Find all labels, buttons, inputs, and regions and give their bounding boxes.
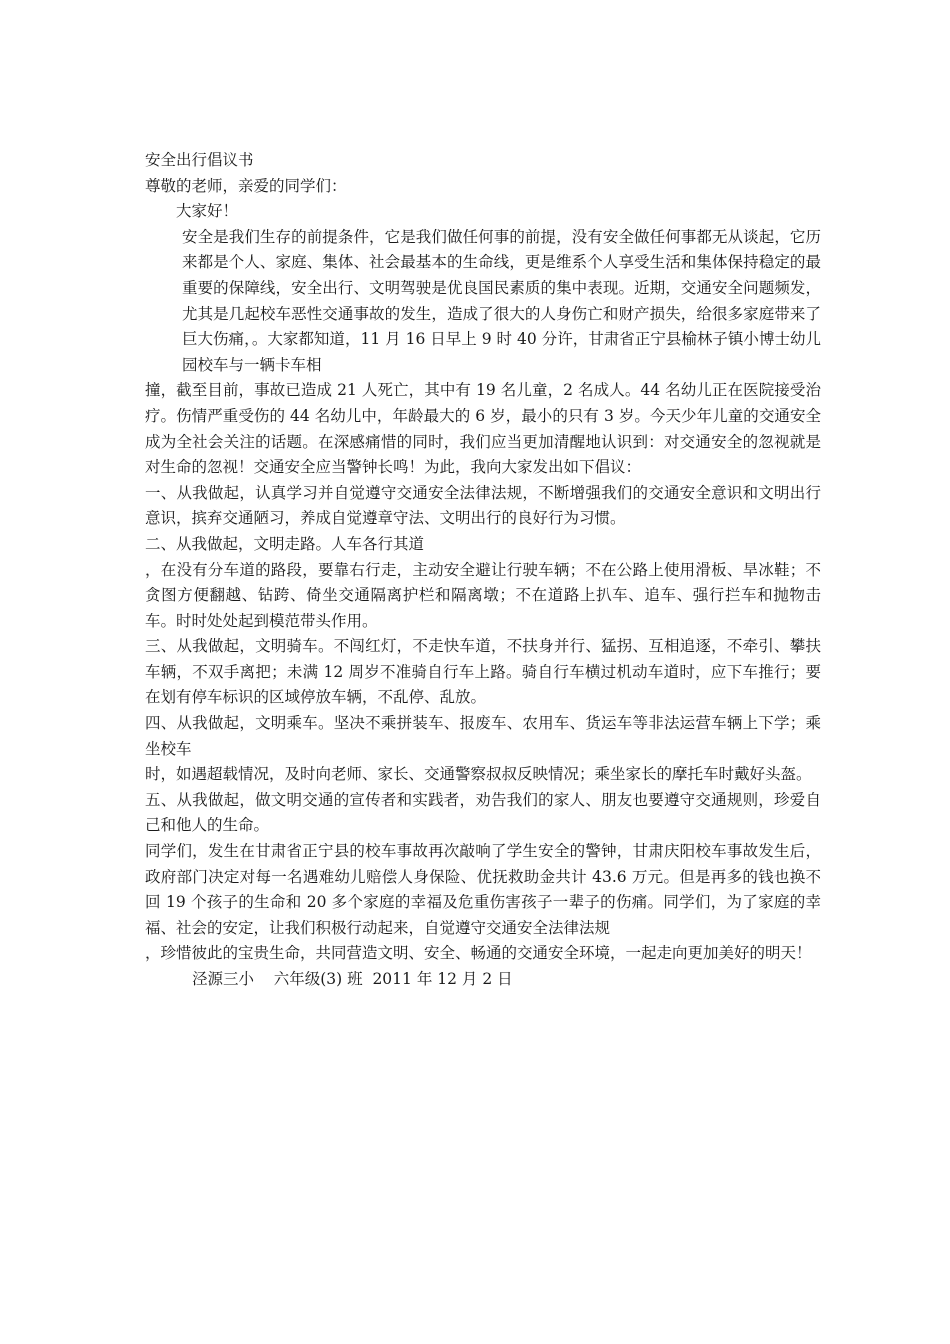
document-body — [145, 148, 821, 993]
paragraph-proposal-4-cont: 时，如遇超载情况，及时向老师、家长、交通警察叔叔反映情况；乘坐家长的摩托车时戴好头盔。 — [145, 765, 812, 784]
paragraph-proposal-2-cont: ，在没有分车道的路段，要靠右行走，主动安全避让行驶车辆；不在公路上使用滑板、旱冰鞋；不贪图方便翻越、钻跨、倚坐交通隔离护栏和隔离墩；不在道路上扒车、追车、强行拦车和抛物击车。时时处处起到模范带头作用。 — [145, 560, 821, 630]
paragraph-closing-cont: ，珍惜彼此的宝贵生命，共同营造文明、安全、畅通的交通安全环境，一起走向更加美好的明天！ — [145, 944, 812, 963]
greeting: 大家好！ — [176, 202, 239, 221]
paragraph-proposal-3: 三、从我做起，文明骑车。不闯红灯，不走快车道，不扶身并行、猛拐、互相追逐，不牵引、攀扶车辆，不双手离把；未满 12 周岁不准骑自行车上路。骑自行车横过机动车道时，应下车推行；要在划有停车标识的区域停放车辆，不乱停、乱放。 — [145, 637, 821, 707]
paragraph-intro: 安全是我们生存的前提条件，它是我们做任何事的前提，没有安全做任何事都无从谈起，它历来都是个人、家庭、集体、社会最基本的生命线，更是维系个人享受生活和集体保持稳定的最重要的保障线，安全出行、文明驾驶是优良国民素质的集中表现。近期，交通安全问题频发，尤其是几起校车恶性交通事故的发生，造成了很大的人身伤亡和财产损失，给很多家庭带来了巨大伤痛，。大家都知道，11 月 16 日早上 9 时 40 分许，甘肃省正宁县榆林子镇小博士幼儿园校车与一辆卡车相 — [182, 227, 821, 374]
document-title: 安全出行倡议书 — [145, 151, 254, 169]
paragraph-accident: 撞，截至目前，事故已造成 21 人死亡，其中有 19 名儿童，2 名成人。44 名幼儿正在医院接受治疗。伤情严重受伤的 44 名幼儿中，年龄最大的 6 岁，最小的只有 3 岁。今天少年儿童的交通安全成为全社会关注的话题。在深感痛惜的同时，我们应当更加清醒地认识到：对交通安全的忽视就是对生命的忽视！交通安全应当警钟长鸣！为此，我向大家发出如下倡议： — [145, 381, 821, 477]
paragraph-proposal-1: 一、从我做起，认真学习并自觉遵守交通安全法律法规，不断增强我们的交通安全意识和文明出行意识，摈弃交通陋习，养成自觉遵章守法、文明出行的良好行为习惯。 — [145, 483, 821, 528]
signature: 泾源三小 六年级(3) 班 2011 年 12 月 2 日 — [192, 970, 513, 988]
paragraph-proposal-4: 四、从我做起，文明乘车。坚决不乘拼装车、报废车、农用车、货运车等非法运营车辆上下学；乘坐校车 — [145, 714, 821, 758]
paragraph-closing: 同学们，发生在甘肃省正宁县的校车事故再次敲响了学生安全的警钟，甘肃庆阳校车事故发生后，政府部门决定对每一名遇难幼儿赔偿人身保险、优抚救助金共计 43.6 万元。但是再多的钱也换不回 19 个孩子的生命和 20 多个家庭的幸福及危重伤害孩子一辈子的伤痛。同学们，为了家庭的幸福、社会的安定，让我们积极行动起来，自觉遵守交通安全法律法规 — [145, 842, 821, 937]
salutation: 尊敬的老师，亲爱的同学们： — [145, 176, 347, 195]
paragraph-proposal-2: 二、从我做起，文明走路。人车各行其道 — [145, 534, 425, 553]
paragraph-proposal-5: 五、从我做起，做文明交通的宣传者和实践者，劝告我们的家人、朋友也要遵守交通规则，珍爱自己和他人的生命。 — [145, 790, 821, 835]
